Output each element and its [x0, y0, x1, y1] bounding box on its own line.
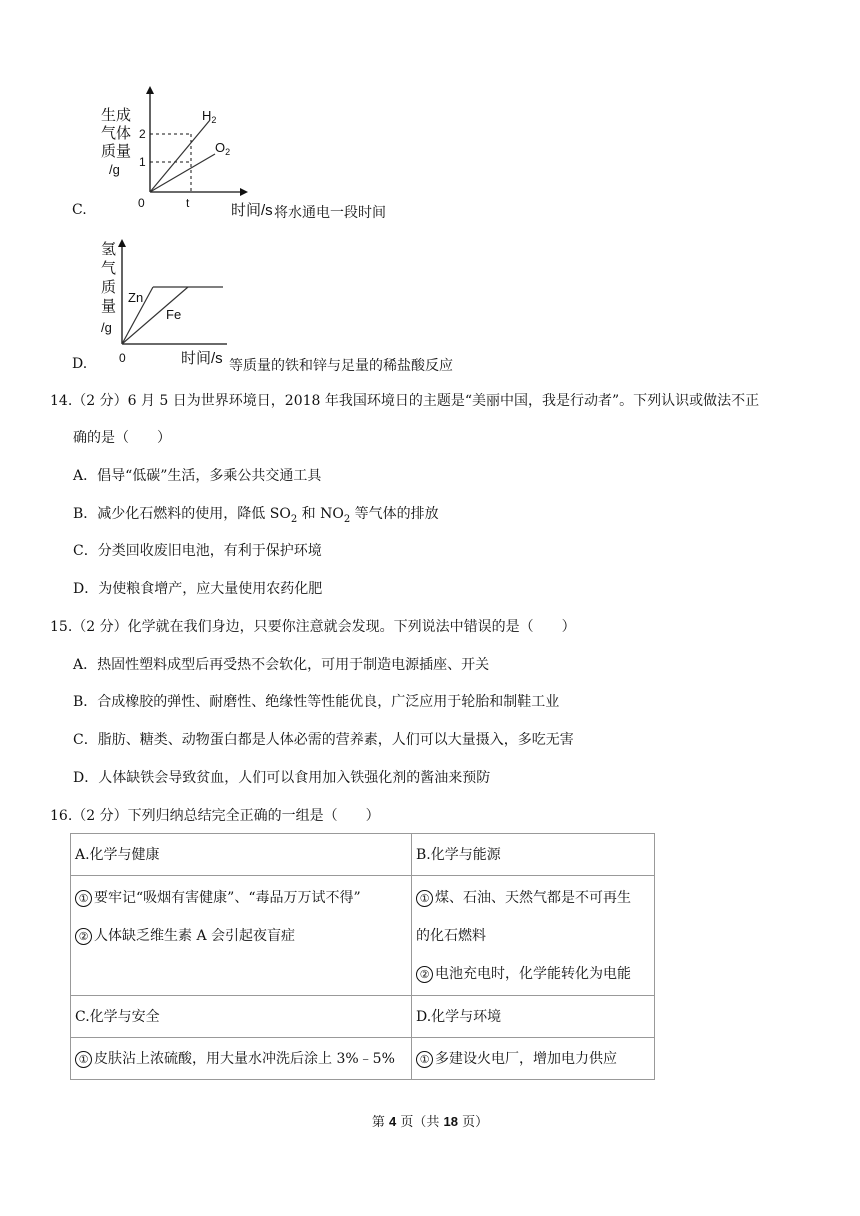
- y-axis-label: [101, 241, 116, 335]
- y-label-char: 氢: [101, 241, 117, 258]
- q14-option-a: A．倡导“低碳”生活，多乘公共交通工具: [73, 468, 322, 484]
- q15-option-a: A．热固性塑料成型后再受热不会软化，可用于制造电源插座、开关: [73, 657, 490, 673]
- x-axis-label: 时间/s: [181, 350, 223, 367]
- item-marker: ①: [75, 890, 92, 907]
- q15-option-d: D．人体缺铁会导致贫血，人们可以食用加入铁强化剂的酱油来预防: [73, 770, 491, 786]
- q16-table: [70, 833, 655, 1080]
- q14-option-d: D．为使粮食增产，应大量使用农药化肥: [73, 581, 323, 597]
- page-total: 18: [443, 1114, 458, 1129]
- y-label-char: 量: [101, 298, 117, 315]
- q14-option-b: B．减少化石燃料的使用，降低 $SO_2$ 和 $NO_2$ 等气体的排放: [73, 506, 439, 525]
- option-c-caption: 将水通电一段时间: [274, 205, 386, 221]
- y-axis-arrow: [146, 86, 154, 94]
- o2-line: [150, 154, 215, 192]
- list-item-cont: 的化石燃料: [416, 928, 486, 944]
- item-marker: ②: [75, 928, 92, 945]
- y-axis-arrow: [118, 239, 126, 247]
- q15-option-b: B．合成橡胶的弹性、耐磨性、绝缘性等性能优良，广泛应用于轮胎和制鞋工业: [73, 694, 560, 710]
- y-label-line: 生成: [101, 107, 132, 124]
- x-axis-arrow: [240, 188, 248, 196]
- y-axis-label: [101, 107, 131, 177]
- q15-stem: 15.（2 分）化学就在我们身边，只要你注意就会发现。下列说法中错误的是（ ）: [50, 619, 576, 635]
- cell-a-head: A.化学与健康: [71, 834, 412, 876]
- q15-option-c: C．脂肪、糖类、动物蛋白都是人体必需的营养素，人们可以大量摄入，多吃无害: [73, 732, 574, 748]
- cell-a-body: [71, 876, 412, 996]
- zn-label: Zn: [128, 290, 144, 305]
- cell-c-body: ① 皮肤沾上浓硫酸，用大量水冲洗后涂上 3%﹣5%: [71, 1038, 412, 1080]
- option-c-label: C.: [72, 202, 87, 218]
- y-label-char: 气: [101, 260, 117, 277]
- q16-stem: 16.（2 分）下列归纳总结完全正确的一组是（ ）: [50, 808, 380, 824]
- cell-d-head: D.化学与环境: [412, 996, 655, 1038]
- option-d-caption: 等质量的铁和锌与足量的稀盐酸反应: [229, 358, 453, 374]
- item-marker: ②: [416, 966, 433, 983]
- fe-label: Fe: [166, 307, 182, 322]
- x-axis-label: 时间/s: [231, 202, 273, 219]
- cell-d-body: ① 多建设火电厂，增加电力供应: [412, 1038, 655, 1080]
- t-tick-label: t: [186, 196, 190, 210]
- origin-label: 0: [138, 196, 145, 210]
- list-item: ① 煤、石油、天然气都是不可再生: [416, 888, 650, 926]
- h2-line: [150, 120, 210, 192]
- q14-stem: 14.（2 分）6 月 5 日为世界环境日，2018 年我国环境日的主题是“美丽中国，我是行动者”。下列认识或做法不正: [50, 393, 760, 409]
- y-label-line: 气体: [101, 125, 132, 142]
- item-marker: ①: [75, 1051, 92, 1068]
- list-item: ② 电池充电时，化学能转化为电能: [416, 964, 650, 984]
- origin-label: 0: [119, 351, 126, 364]
- y-label-unit: /g: [109, 162, 120, 177]
- q14-option-c: C．分类回收废旧电池，有利于保护环境: [73, 543, 322, 559]
- cell-b-body: [412, 876, 655, 996]
- h2-label: $H_2$: [202, 108, 217, 125]
- item-marker: ①: [416, 1051, 433, 1068]
- y-tick-label: 1: [139, 155, 146, 169]
- page-footer: 第 4 页（共 18 页）: [371, 1114, 489, 1130]
- o2-label: $O_2$: [215, 140, 231, 157]
- y-label-unit: /g: [101, 320, 112, 335]
- page-number: 4: [389, 1114, 397, 1129]
- option-d-label: D.: [72, 356, 88, 372]
- cell-b-head: B.化学与能源: [412, 834, 655, 876]
- y-tick-label: 2: [139, 127, 146, 141]
- cell-c-head: C.化学与安全: [71, 996, 412, 1038]
- q14-stem-cont: 确的是（ ）: [73, 430, 171, 446]
- list-item: ① 要牢记“吸烟有害健康”、“毒品万万试不得”: [75, 888, 407, 926]
- y-label-line: 质量: [101, 143, 132, 160]
- item-marker: ①: [416, 890, 433, 907]
- metal-acid-graph: [95, 232, 235, 364]
- y-label-char: 质: [101, 279, 117, 296]
- list-item: ② 人体缺乏维生素 A 会引起夜盲症: [75, 926, 407, 946]
